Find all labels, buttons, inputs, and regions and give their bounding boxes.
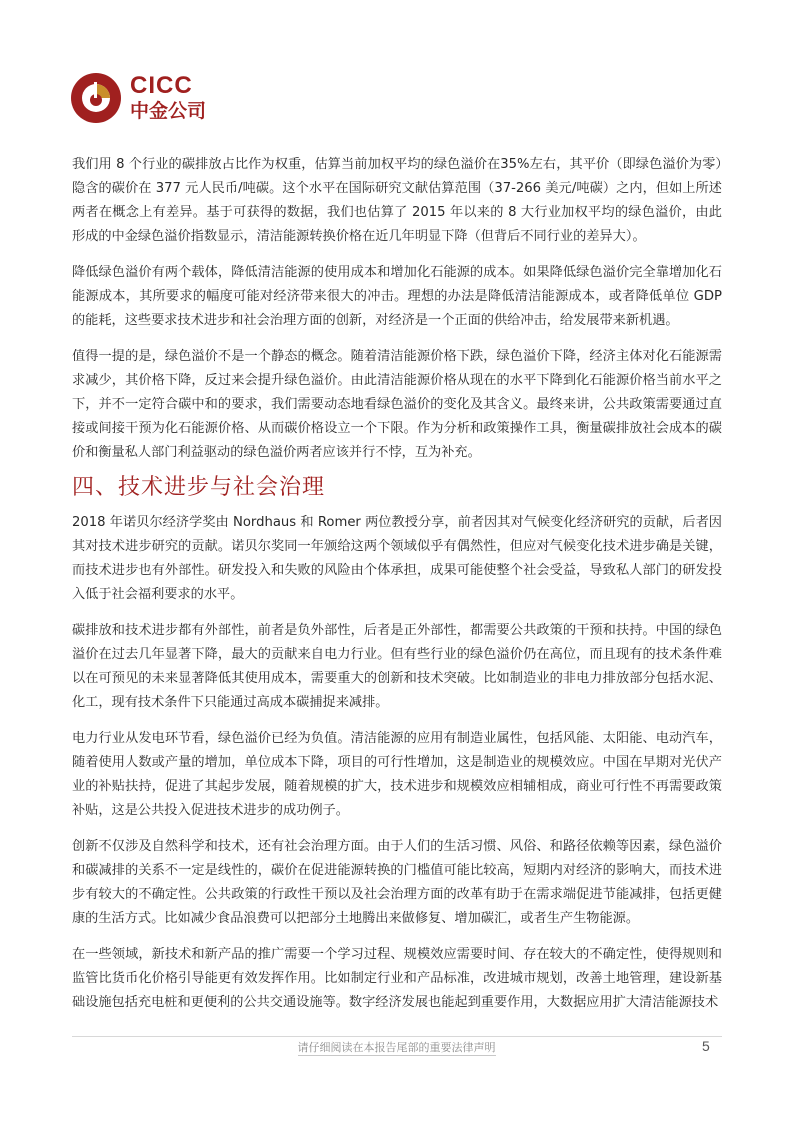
body-paragraph: 创新不仅涉及自然科学和技术，还有社会治理方面。由于人们的生活习惯、风俗、和路径依赖等因素，绿色溢价和碳减排的关系不一定是线性的，碳价在促进能源转换的门槛值可能比较高，短期内对经济的影响大，而技术进步有较大的不确定性。公共政策的行政性干预以及社会治理方面的改革有助于在需求端促进节能减排，包括更健康的生活方式。比如减少食品浪费可以把部分土地腾出来做修复、增加碳汇，或者生产生物能源。 [72, 839, 722, 926]
body-paragraph: 碳排放和技术进步都有外部性，前者是负外部性，后者是正外部性，都需要公共政策的干预和扶持。中国的绿色溢价在过去几年显著下降，最大的贡献来自电力行业。但有些行业的绿色溢价仍在高位，而且现有的技术条件难以在可预见的未来显著降低其使用成本，需要重大的创新和技术突破。比如制造业的非电力排放部分包括水泥、化工，现有技术条件下只能通过高成本碳捕捉来减排。 [72, 623, 722, 710]
footer-disclaimer-text[interactable]: 请仔细阅读在本报告尾部的重要法律声明 [297, 1041, 496, 1054]
body-paragraph: 降低绿色溢价有两个载体，降低清洁能源的使用成本和增加化石能源的成本。如果降低绿色溢价完全靠增加化石能源成本，其所要求的幅度可能对经济带来很大的冲击。理想的办法是降低清洁能源成本，或者降低单位 GDP 的能耗，这些要求技术进步和社会治理方面的创新，对经济是一个正面的供给冲击，给发展带来新机遇。 [72, 265, 722, 328]
body-paragraph: 在一些领域，新技术和新产品的推广需要一个学习过程、规模效应需要时间、存在较大的不确定性，使得规则和监管比货币化价格引导能更有效发挥作用。比如制定行业和产品标准，改进城市规划，改善土地管理，建设新基础设施包括充电桩和更便利的公共交通设施等。数字经济发展也能起到重要作用，大数据应用扩大清洁能源技术 [72, 947, 722, 1010]
footer-divider [72, 1036, 722, 1037]
cicc-logo-mark-icon [70, 72, 122, 124]
logo-text-en: CICC [130, 72, 193, 99]
logo-text-cn: 中金公司 [130, 100, 207, 122]
page-number: 5 [702, 1038, 710, 1054]
report-body [72, 153, 722, 1027]
footer-disclaimer[interactable] [0, 1041, 793, 1055]
body-paragraph: 2018 年诺贝尔经济学奖由 Nordhaus 和 Romer 两位教授分享，前者因其对气候变化经济研究的贡献，后者因其对技术进步研究的贡献。诺贝尔奖同一年颁给这两个领域似乎有偶然性，但应对气候变化技术进步确是关键，而技术进步也有外部性。研发投入和失败的风险由个体承担，成果可能使整个社会受益，导致私人部门的研发投入低于社会福利要求的水平。 [72, 515, 722, 602]
section-title: 四、技术进步与社会治理 [72, 475, 326, 500]
body-paragraph: 电力行业从发电环节看，绿色溢价已经为负值。清洁能源的应用有制造业属性，包括风能、太阳能、电动汽车，随着使用人数或产量的增加，单位成本下降，项目的可行性增加，这是制造业的规模效应。中国在早期对光伏产业的补贴扶持，促进了其起步发展，随着规模的扩大，技术进步和规模效应相辅相成，商业可行性不再需要政策补贴，这是公共投入促进技术进步的成功例子。 [72, 731, 722, 818]
logo [70, 72, 240, 124]
body-paragraph: 我们用 8 个行业的碳排放占比作为权重，估算当前加权平均的绿色溢价在35%左右，其平价（即绿色溢价为零）隐含的碳价在 377 元人民币/吨碳。这个水平在国际研究文献估算范围（37-266 美元/吨碳）之内，但如上所述两者在概念上有差异。基于可获得的数据，我们也估算了 2015 年以来的 8 大行业加权平均的绿色溢价，由此形成的中金绿色溢价指数显示，清洁能源转换价格在近几年明显下降（但背后不同行业的差异大）。 [72, 157, 722, 244]
body-paragraph: 值得一提的是，绿色溢价不是一个静态的概念。随着清洁能源价格下跌，绿色溢价下降，经济主体对化石能源需求减少，其价格下降，反过来会提升绿色溢价。由此清洁能源价格从现在的水平下降到化石能源价格当前水平之下，并不一定符合碳中和的要求，我们需要动态地看绿色溢价的变化及其含义。最终来讲，公共政策需要通过直接或间接干预为化石能源价格、从而碳价格设立一个下限。作为分析和政策操作工具，衡量碳排放社会成本的碳价和衡量私人部门利益驱动的绿色溢价两者应该并行不悖，互为补充。 [72, 349, 722, 460]
